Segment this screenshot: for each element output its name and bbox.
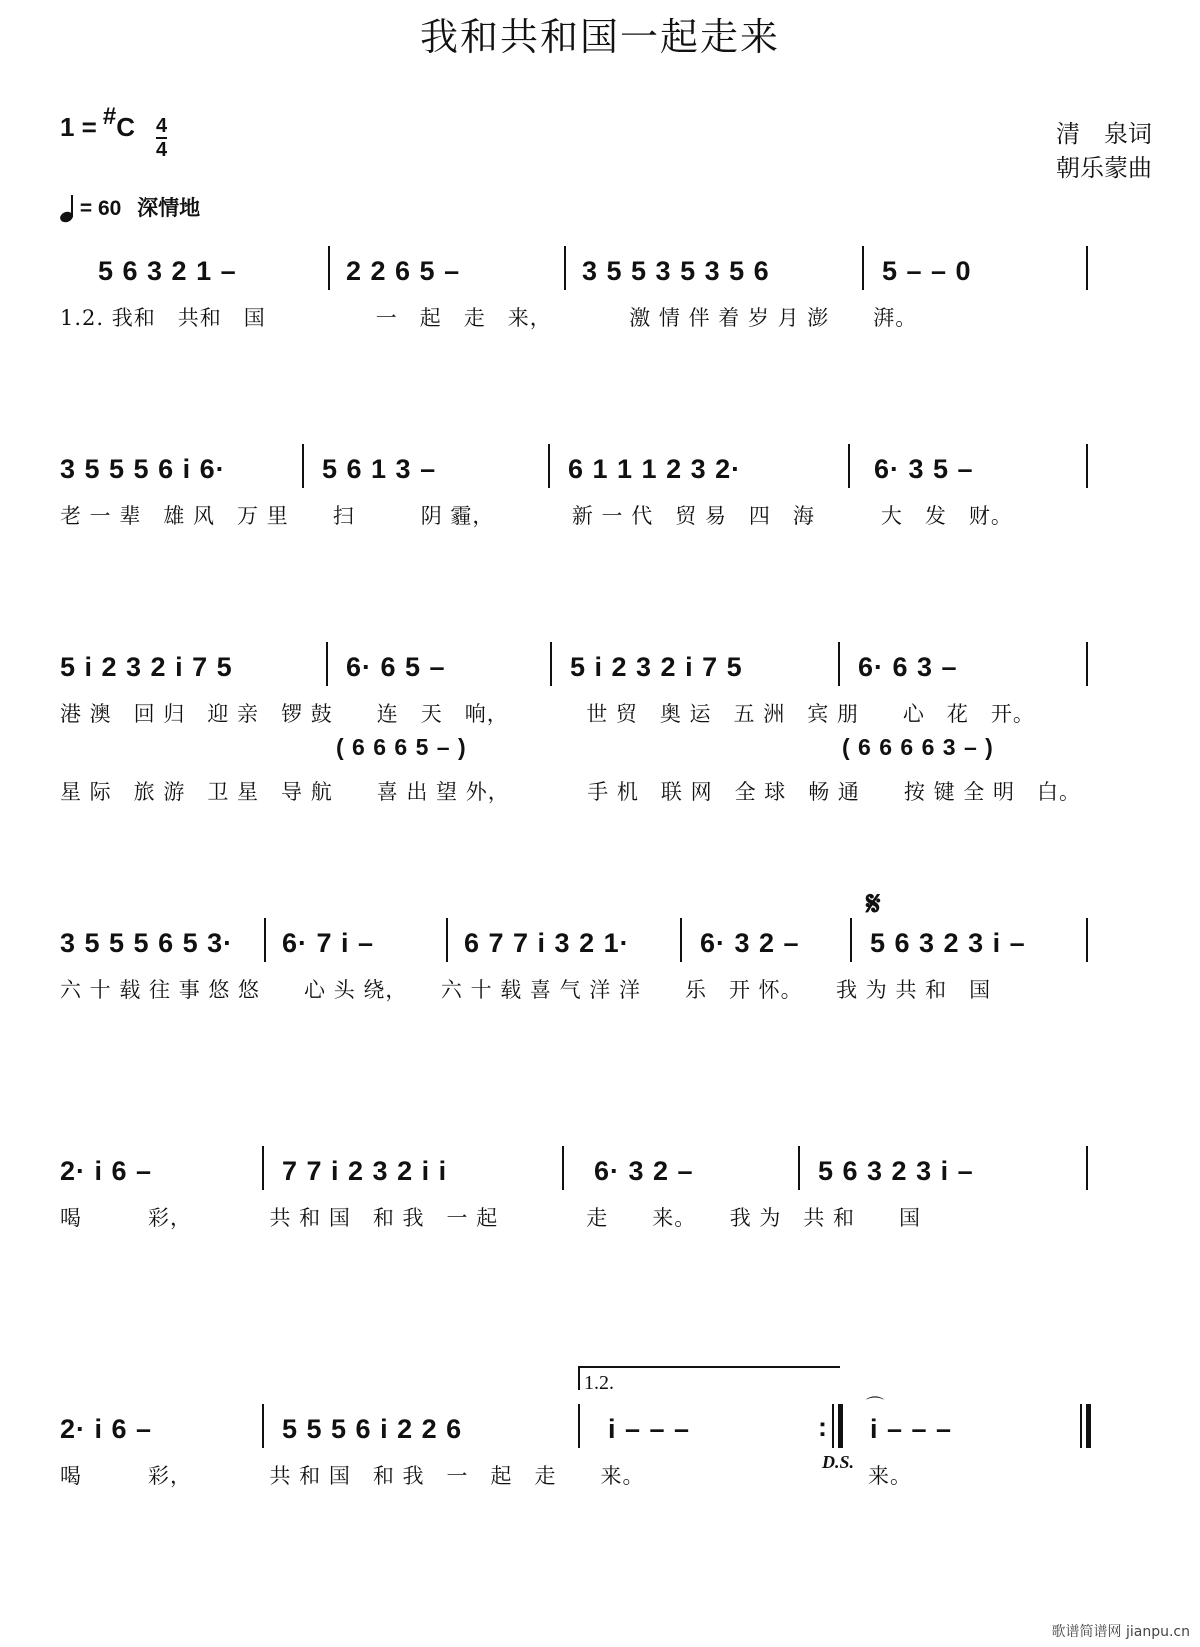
alternate-notes: ( 6 6 6 5 – ) [336,734,467,760]
measure: 5 i 2 3 2 i 7 5 [60,652,233,682]
time-signature [156,116,167,160]
measure: 5 i 2 3 2 i 7 5 [570,652,743,682]
measure: 5 6 3 2 3 i – [870,928,1026,958]
measure: 6· 3 2 – [594,1156,694,1186]
measure: 3 5 5 5 6 i 6· [60,454,226,484]
measure: 6· 3 2 – [700,928,800,958]
measure: 5 6 3 2 3 i – [818,1156,974,1186]
lyricist-credit: 清 泉词 [1056,120,1152,148]
measure: 7 7 i 2 3 2 i i [282,1156,448,1186]
measure: 6· 6 5 – [346,652,446,682]
key-letter: C [116,112,136,142]
composer-credit: 朝乐蒙曲 [1056,154,1152,182]
measure: i – – – [870,1414,953,1444]
tempo-expression: 深情地 [137,197,201,220]
measure: 6· 3 5 – [874,454,974,484]
fermata-icon: ⌒ [866,1396,884,1417]
volta-bracket [578,1366,840,1390]
measure: 3 5 5 5 6 5 3· [60,928,234,958]
dal-segno: D.S. [822,1452,855,1472]
repeat-dots: : [818,1412,828,1442]
key-prefix: 1 = [60,112,97,142]
measure: 6 1 1 1 2 3 2· [568,454,742,484]
measure: 6· 6 3 – [858,652,958,682]
measure: i – – – [608,1414,691,1444]
volta-label: 1.2. [584,1372,614,1394]
lyric-line: 星 际 旅 游 卫 星 导 航 喜 出 望 外， 手 机 联 网 全 球 畅 通 按 键 全 明 白。 [60,780,1081,804]
tempo-marking [60,192,200,222]
time-bottom: 4 [156,139,168,161]
measure: 5 6 3 2 1 – [98,256,237,286]
lyric-line: 1.2. 我和 共和 国 一 起 走 来， 激 情 伴 着 岁 月 澎 湃。 [60,306,918,330]
lyric-line: 来。 [868,1464,912,1488]
measure: 6 7 7 i 3 2 1· [464,928,630,958]
measure: 2 2 6 5 – [346,256,461,286]
lyric-line: 港 澳 回 归 迎 亲 锣 鼓 连 天 响， 世 贸 奥 运 五 洲 宾 朋 心 花 开。 [60,702,1035,726]
measure: 2· i 6 – [60,1156,153,1186]
time-top: 4 [156,115,168,137]
measure: 5 – – 0 [882,256,972,286]
measure: 5 6 1 3 – [322,454,437,484]
page-title: 我和共和国一起走来 [419,15,780,59]
lyric-line: 喝 彩， 共 和 国 和 我 一 起 走 来。 [60,1464,645,1488]
key-signature [60,103,136,143]
measure: 3 5 5 3 5 3 5 6 [582,256,770,286]
measure: 2· i 6 – [60,1414,153,1444]
segno-sign: 𝄋 [866,884,881,924]
measure: 5 5 5 6 i 2 2 6 [282,1414,463,1444]
watermark: 歌谱简谱网 jianpu.cn [1051,1624,1190,1640]
lyric-line: 喝 彩， 共 和 国 和 我 一 起 走 来。 我 为 共 和 国 [60,1206,922,1230]
quarter-note-icon [60,196,74,222]
alternate-notes: ( 6 6 6 6 3 – ) [842,734,994,760]
tempo-value: = 60 [79,197,122,220]
measure: 6· 7 i – [282,928,375,958]
sharp-sign: # [102,103,117,130]
lyric-line: 六 十 载 往 事 悠 悠 心 头 绕， 六 十 载 喜 气 洋 洋 乐 开 怀。 我 为 共 和 国 [60,978,992,1002]
lyric-line: 老 一 辈 雄 风 万 里 扫 阴 霾， 新 一 代 贸 易 四 海 大 发 财。 [60,504,1013,528]
